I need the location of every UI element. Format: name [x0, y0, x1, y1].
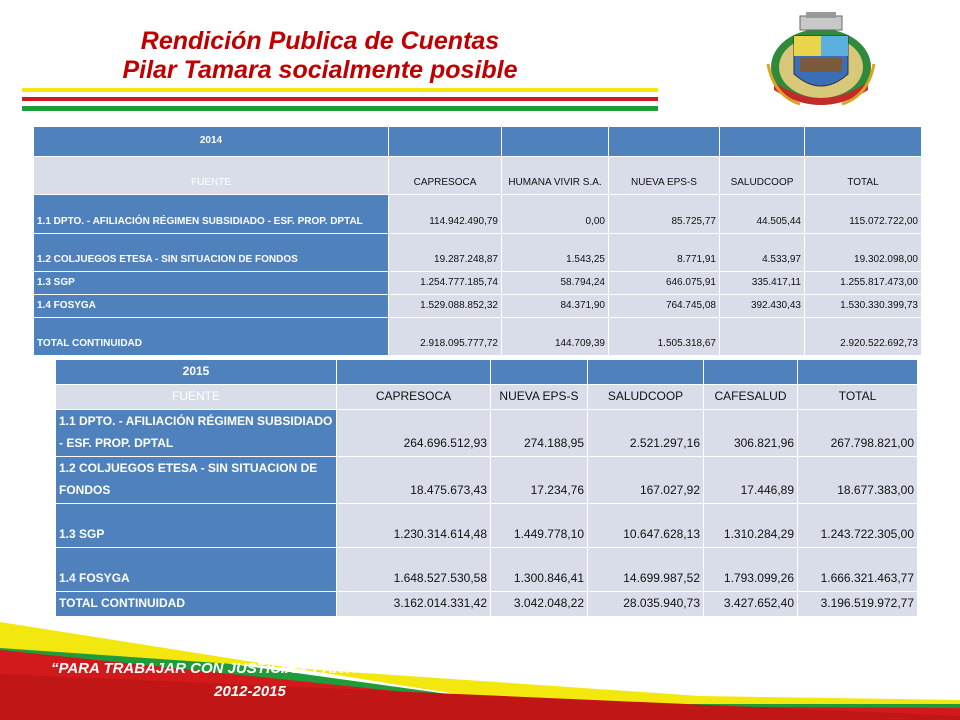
slogan-line2: 2012-2015 [214, 683, 286, 700]
page-title-line1: Rendición Publica de Cuentas [140, 27, 500, 55]
column-header: TOTAL [798, 385, 918, 410]
table-cell: 19.302.098,00 [805, 234, 922, 272]
column-header-row [56, 385, 918, 410]
row-label: 1.3 SGP [56, 504, 337, 548]
year-label: 2015 [56, 360, 337, 385]
table-row [56, 548, 918, 592]
table-cell [720, 318, 805, 356]
table-row [56, 410, 918, 457]
table-cell: 10.647.628,13 [588, 504, 704, 548]
year-row-blank-cell [609, 127, 720, 157]
table-cell: 28.035.940,73 [588, 592, 704, 617]
table-cell: 1.529.088.852,32 [389, 295, 502, 318]
column-header: NUEVA EPS-S [609, 157, 720, 195]
table-cell: 335.417,11 [720, 272, 805, 295]
table-cell: 4.533,97 [720, 234, 805, 272]
table-cell: 1.254.777.185,74 [389, 272, 502, 295]
table-cell: 264.696.512,93 [337, 410, 491, 457]
divider-red [22, 97, 658, 101]
table-cell: 1.255.817.473,00 [805, 272, 922, 295]
table-row [34, 234, 922, 272]
table-cell: 19.287.248,87 [389, 234, 502, 272]
table-row [34, 318, 922, 356]
table-cell: 85.725,77 [609, 195, 720, 234]
table-cell: 58.794,24 [502, 272, 609, 295]
table-cell: 3.427.652,40 [704, 592, 798, 617]
table-cell: 1.300.846,41 [491, 548, 588, 592]
table-row [34, 195, 922, 234]
table-cell: 114.942.490,79 [389, 195, 502, 234]
row-label: TOTAL CONTINUIDAD [34, 318, 389, 356]
year-label: 2014 [34, 127, 389, 157]
table-2015 [55, 359, 918, 617]
table-cell: 2.920.522.692,73 [805, 318, 922, 356]
table-cell: 167.027,92 [588, 457, 704, 504]
year-row-blank-cell [720, 127, 805, 157]
column-header: FUENTE [34, 157, 389, 195]
table-cell: 44.505,44 [720, 195, 805, 234]
divider-green [22, 106, 658, 111]
column-header: CAFESALUD [704, 385, 798, 410]
column-header: SALUDCOOP [720, 157, 805, 195]
table-cell: 84.371,90 [502, 295, 609, 318]
page-title-line2: Pilar Tamara socialmente posible [122, 56, 518, 84]
table-cell: 17.234,76 [491, 457, 588, 504]
table-cell: 0,00 [502, 195, 609, 234]
table-cell: 306.821,96 [704, 410, 798, 457]
year-row [56, 360, 918, 385]
divider-yellow [22, 88, 658, 92]
table-row [34, 295, 922, 318]
table-cell: 3.042.048,22 [491, 592, 588, 617]
row-label: 1.4 FOSYGA [34, 295, 389, 318]
table-cell: 1.505.318,67 [609, 318, 720, 356]
table-cell: 1.793.099,26 [704, 548, 798, 592]
column-header: CAPRESOCA [337, 385, 491, 410]
year-row-blank-cell [337, 360, 491, 385]
year-row-blank-cell [805, 127, 922, 157]
table-cell: 144.709,39 [502, 318, 609, 356]
table-cell: 764.745,08 [609, 295, 720, 318]
table-cell: 392.430,43 [720, 295, 805, 318]
year-row [34, 127, 922, 157]
column-header: SALUDCOOP [588, 385, 704, 410]
slogan-line1: “PARA TRABAJAR CON JUSTICIA Y PARTICIPACION” – [50, 660, 450, 677]
table-2014 [33, 126, 922, 356]
column-header: TOTAL [805, 157, 922, 195]
table-cell: 1.666.321.463,77 [798, 548, 918, 592]
table-cell: 267.798.821,00 [798, 410, 918, 457]
year-row-blank-cell [704, 360, 798, 385]
column-header: HUMANA VIVIR S.A. [502, 157, 609, 195]
table-cell: 17.446,89 [704, 457, 798, 504]
year-row-blank-cell [491, 360, 588, 385]
table-cell: 1.530.330.399,73 [805, 295, 922, 318]
column-header: FUENTE [56, 385, 337, 410]
table-cell: 1.243.722.305,00 [798, 504, 918, 548]
table-row [56, 504, 918, 548]
municipal-coat-of-arms-icon [760, 12, 882, 112]
row-label: 1.4 FOSYGA [56, 548, 337, 592]
table-cell: 3.162.014.331,42 [337, 592, 491, 617]
table-cell: 115.072.722,00 [805, 195, 922, 234]
row-label: 1.2 COLJUEGOS ETESA - SIN SITUACION DE FONDOS [34, 234, 389, 272]
table-row [56, 457, 918, 504]
table-cell: 1.543,25 [502, 234, 609, 272]
table-row [34, 272, 922, 295]
table-cell: 18.677.383,00 [798, 457, 918, 504]
column-header-row [34, 157, 922, 195]
table-cell: 1.310.284,29 [704, 504, 798, 548]
table-cell: 274.188,95 [491, 410, 588, 457]
row-label: 1.1 DPTO. - AFILIACIÓN RÉGIMEN SUBSIDIADO - ESF. PROP. DPTAL [34, 195, 389, 234]
table-cell: 18.475.673,43 [337, 457, 491, 504]
row-label: 1.1 DPTO. - AFILIACIÓN RÉGIMEN SUBSIDIADO - ESF. PROP. DPTAL [56, 410, 337, 457]
row-label: 1.2 COLJUEGOS ETESA - SIN SITUACION DE FONDOS [56, 457, 337, 504]
year-row-blank-cell [502, 127, 609, 157]
year-row-blank-cell [389, 127, 502, 157]
year-row-blank-cell [798, 360, 918, 385]
table-cell: 2.918.095.777,72 [389, 318, 502, 356]
table-cell: 1.449.778,10 [491, 504, 588, 548]
table-cell: 8.771,91 [609, 234, 720, 272]
table-cell: 646.075,91 [609, 272, 720, 295]
table-cell: 1.648.527.530,58 [337, 548, 491, 592]
table-cell: 2.521.297,16 [588, 410, 704, 457]
column-header: CAPRESOCA [389, 157, 502, 195]
table-cell: 3.196.519.972,77 [798, 592, 918, 617]
year-row-blank-cell [588, 360, 704, 385]
table-cell: 14.699.987,52 [588, 548, 704, 592]
column-header: NUEVA EPS-S [491, 385, 588, 410]
row-label: 1.3 SGP [34, 272, 389, 295]
row-label: TOTAL CONTINUIDAD [56, 592, 337, 617]
table-cell: 1.230.314.614,48 [337, 504, 491, 548]
